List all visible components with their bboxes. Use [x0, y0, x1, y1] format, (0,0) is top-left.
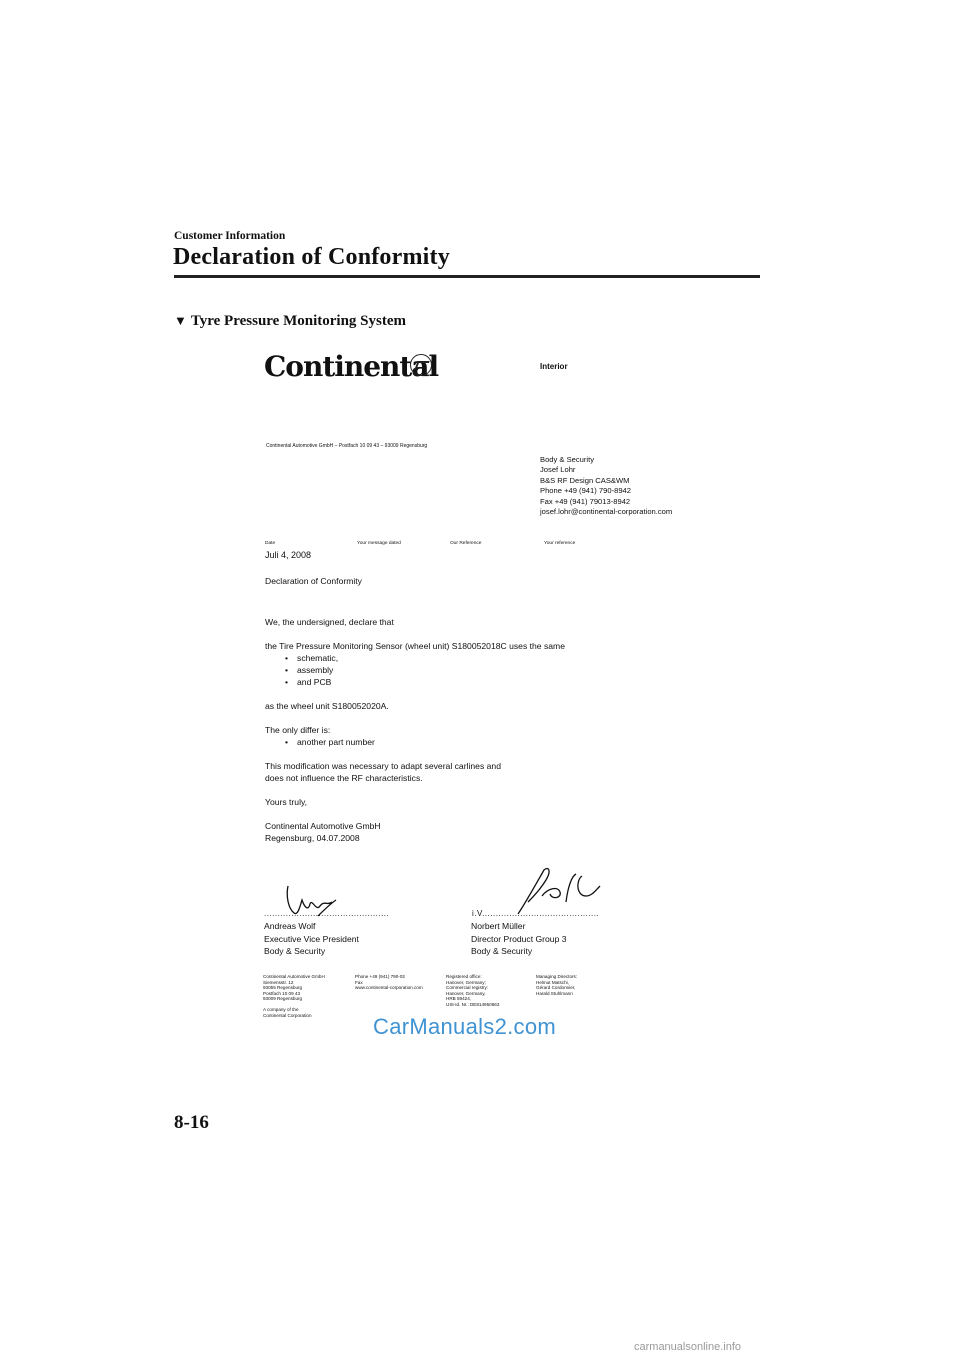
subsection-title: Tyre Pressure Monitoring System: [190, 313, 406, 329]
letter-body: [265, 616, 685, 856]
footer-line: Fax: [355, 979, 363, 985]
contact-line: B&S RF Design CAS&WM: [540, 475, 630, 485]
footer-line: Managing Directors:: [536, 974, 578, 979]
footer-directors: [536, 974, 577, 996]
footer-company: [263, 974, 325, 1018]
company-block: [265, 820, 685, 844]
bullet-list: [285, 652, 685, 688]
ref-header-our-reference: Our Reference: [450, 541, 482, 546]
footer-registry: [446, 974, 499, 1007]
footer-line: 93055 Regensburg: [263, 985, 303, 990]
continental-logo: [264, 350, 439, 384]
footer-line: Hanover, Germany;: [446, 979, 486, 985]
sender-line: Continental Automotive GmbH – Postfach 10 09 43 – 93009 Regensburg: [266, 443, 428, 449]
contact-line: josef.lohr@continental-corporation.com: [540, 507, 673, 517]
paragraph: The only differ is:: [265, 725, 331, 735]
bullet-list: [285, 736, 685, 748]
footer-line: www.continental-corporation.com: [355, 985, 423, 990]
letter-subject: Declaration of Conformity: [265, 576, 362, 586]
page-title: Declaration of Conformity: [173, 244, 450, 270]
contact-block: [540, 455, 672, 517]
source-watermark: carmanualsonline.info: [634, 1341, 742, 1353]
signer-mueller: [471, 920, 567, 958]
footer-line: Siemensstr. 12: [263, 979, 294, 985]
letter-date: Juli 4, 2008: [265, 550, 312, 560]
company-name: Continental Automotive GmbH: [265, 821, 381, 831]
paragraph: We, the undersigned, declare that: [265, 617, 394, 627]
division-label: Interior: [540, 362, 568, 371]
footer-line: Phone +49 (941) 790-02: [355, 974, 405, 979]
signer-name: Andreas Wolf: [264, 921, 316, 931]
contact-line: Fax +49 (941) 79013-8942: [540, 496, 631, 506]
ref-header-date: Date: [265, 541, 276, 546]
footer-line: Gérard Cordonnier,: [536, 985, 576, 990]
signer-wolf: [264, 920, 359, 958]
signature-dots: ..........................................: [484, 909, 600, 918]
footer-line: Continental Automotive GmbH: [263, 974, 325, 979]
paragraph-line: This modification was necessary to adapt several carlines and: [265, 761, 501, 771]
footer-line: USt-Id. Nr.: DE814950663: [446, 1001, 500, 1007]
footer-line: Postfach 10 09 43: [263, 990, 301, 996]
signer-dept: Body & Security: [471, 946, 533, 956]
title-divider: [174, 275, 760, 278]
list-item: • schematic,: [285, 652, 685, 664]
signer-title: Executive Vice President: [264, 933, 359, 944]
page-number: 8-16: [174, 1112, 209, 1133]
footer-line: Commercial registry:: [446, 985, 489, 990]
footer-line: Registered office:: [446, 974, 482, 979]
footer-contact: [355, 974, 423, 991]
footer-line: Hanover, Germany,: [446, 990, 486, 996]
triangle-down-icon: ▼: [174, 313, 187, 328]
paragraph: [265, 760, 685, 784]
ref-header-your-reference: Your reference: [544, 541, 576, 546]
list-item: • another part number: [285, 736, 685, 748]
list-item: • and PCB: [285, 676, 685, 688]
contact-line: Body & Security: [540, 455, 595, 464]
footer-line: Helmut Matschi,: [536, 979, 569, 985]
horse-emblem-icon: [410, 354, 432, 376]
footer-line: 93009 Regensburg: [263, 996, 303, 1001]
signature-line-right: [472, 909, 599, 918]
signer-dept: Body & Security: [264, 946, 326, 956]
footer-line: Harald Stuhlmann: [536, 990, 573, 996]
contact-line: Josef Lohr: [540, 465, 576, 475]
signature-prefix: i.V.: [472, 909, 485, 918]
place-date: Regensburg, 04.07.2008: [265, 833, 360, 843]
signature-line-left: ..............................................: [264, 909, 390, 918]
subsection-heading: [174, 313, 406, 330]
contact-line: Phone +49 (941) 790-8942: [540, 486, 631, 496]
signer-name: Norbert Müller: [471, 921, 526, 931]
section-label: Customer Information: [174, 230, 286, 242]
signer-title: Director Product Group 3: [471, 933, 567, 944]
paragraph: as the wheel unit S180052020A.: [265, 701, 389, 711]
footer-line: Continental Corporation: [263, 1012, 312, 1018]
paragraph-line: does not influence the RF characteristics.: [265, 773, 423, 783]
paragraph: the Tire Pressure Monitoring Sensor (wheel unit) S180052018C uses the same: [265, 641, 565, 651]
scanned-letter: [250, 342, 700, 1022]
watermark: CarManuals2.com: [373, 1014, 557, 1039]
footer-line: A company of the: [263, 1007, 299, 1012]
closing: Yours truly,: [265, 797, 308, 807]
footer-line: HRB 59424,: [446, 996, 472, 1001]
ref-header-your-message: Your message dated: [357, 541, 401, 546]
logo-text: Continental: [264, 350, 439, 383]
list-item: • assembly: [285, 664, 685, 676]
